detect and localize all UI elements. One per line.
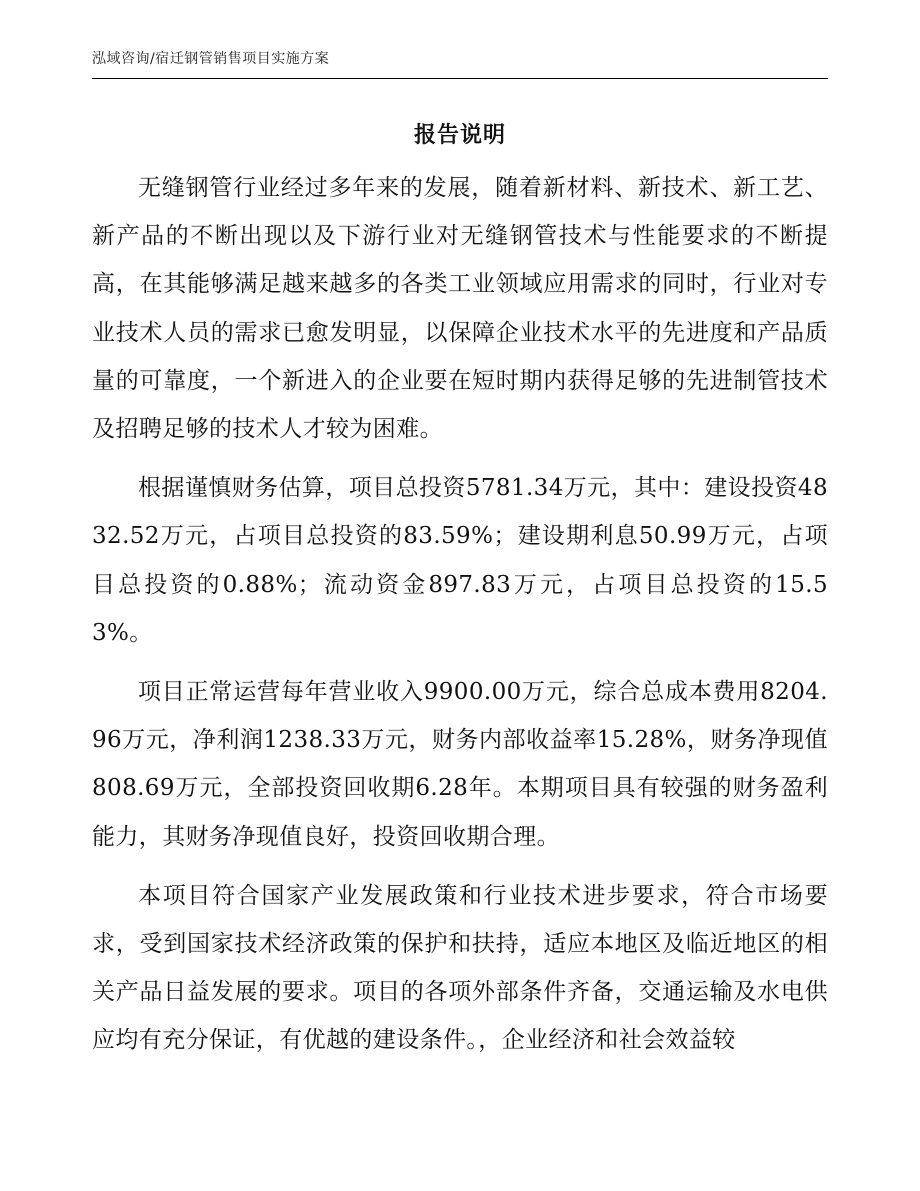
paragraph-project-conditions: 本项目符合国家产业发展政策和行业技术进步要求，符合市场要求，受到国家技术经济政策的保护和扶持，适应本地区及临近地区的相关产品日益发展的要求。项目的各项外部条件齐备，交通运输及水电供应均有充分保证，有优越的建设条件。，企业经济和社会效益较 [92, 882, 828, 1054]
running-header: 泓域咨询/宿迁钢管销售项目实施方案 [92, 51, 330, 67]
header-divider [92, 78, 828, 79]
report-title: 报告说明 [413, 123, 506, 148]
report-body [92, 164, 828, 1076]
paragraph-financial-returns: 项目正常运营每年营业收入9900.00万元，综合总成本费用8204.96万元，净利润1238.33万元，财务内部收益率15.28%，财务净现值808.69万元，全部投资回收期6.28年。本期项目具有较强的财务盈利能力，其财务净现值良好，投资回收期合理。 [92, 679, 828, 850]
paragraph-industry-background: 无缝钢管行业经过多年来的发展，随着新材料、新技术、新工艺、新产品的不断出现以及下游行业对无缝钢管技术与性能要求的不断提高，在其能够满足越来越多的各类工业领域应用需求的同时，行业对专业技术人员的需求已愈发明显，以保障企业技术水平的先进度和产品质量的可靠度，一个新进入的企业要在短时期内获得足够的先进制管技术及招聘足够的技术人才较为困难。 [92, 175, 828, 443]
paragraph-investment-estimate: 根据谨慎财务估算，项目总投资5781.34万元，其中：建设投资4832.52万元，占项目总投资的83.59%；建设期利息50.99万元，占项目总投资的0.88%；流动资金897.83万元，占项目总投资的15.53%。 [92, 475, 828, 646]
